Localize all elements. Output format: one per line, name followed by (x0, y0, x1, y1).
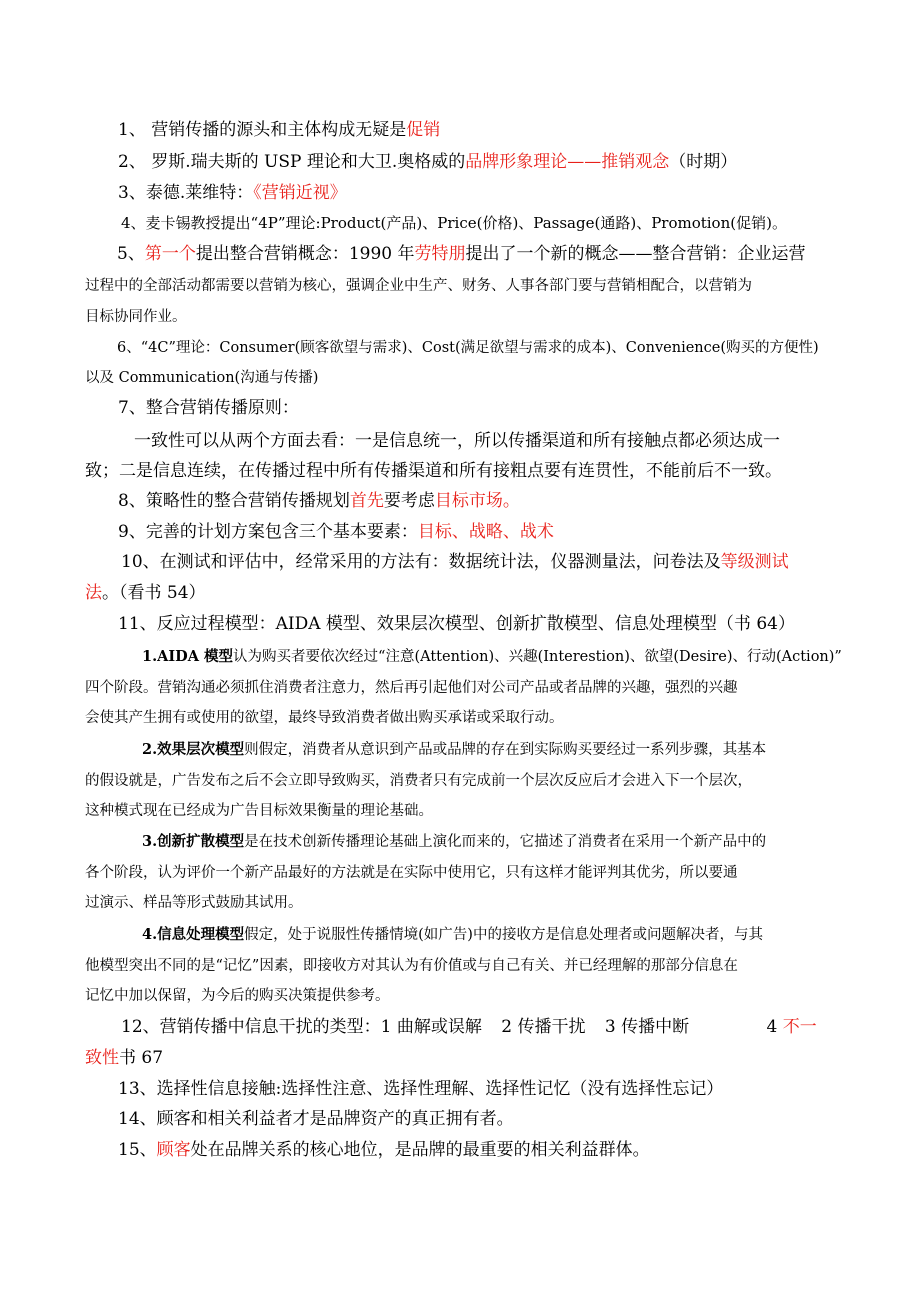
model-diffusion-line-3: 过演示、样品等形式鼓励其试用。 (85, 895, 303, 911)
item-6-line-2: 以及 Communication(沟通与传播) (85, 370, 319, 386)
item-12: 12、营销传播中信息干扰的类型：1 曲解或误解 2 传播干扰 3 传播中断 4 不一 (121, 1017, 817, 1037)
model-info-processing-line-3: 记忆中加以保留，为今后的购买决策提供参考。 (85, 988, 390, 1004)
item-13: 13、选择性信息接触:选择性注意、选择性理解、选择性记忆（没有选择性忘记） (118, 1079, 724, 1099)
model-info-processing-line-2: 他模型突出不同的是“记忆”因素，即接收方对其认为有价值或与自己有关、并已经理解的那部分信息在 (85, 958, 738, 974)
item-12-line-2: 致性书 67 (85, 1048, 164, 1068)
item-10-line-2: 法。（看书 54） (85, 583, 206, 603)
item-7: 7、整合营销传播原则： (118, 398, 299, 418)
model-hierarchy-line-2: 的假设就是，广告发布之后不会立即导致购买，消费者只有完成前一个层次反应后才会进入下一个层次， (85, 773, 752, 789)
item-8: 8、策略性的整合营销传播规划首先要考虑目标市场。 (118, 491, 520, 511)
item-6: 6、“4C”理论：Consumer(顾客欲望与需求)、Cost(满足欲望与需求的成本)、Convenience(购买的方便性) (117, 340, 819, 356)
model-aida-line-2: 四个阶段。营销沟通必须抓住消费者注意力，然后再引起他们对公司产品或者品牌的兴趣，强烈的兴趣 (85, 680, 738, 696)
item-3: 3、泰德.莱维特：《营销近视》 (118, 183, 347, 203)
item-5: 5、第一个提出整合营销概念：1990 年劳特朋提出了一个新的概念——整合营销：企业运营 (117, 244, 806, 264)
item-7-line-1: 一致性可以从两个方面去看：一是信息统一，所以传播渠道和所有接触点都必须达成一 (134, 431, 780, 451)
item-11: 11、反应过程模型：AIDA 模型、效果层次模型、创新扩散模型、信息处理模型（书 64） (118, 614, 795, 634)
model-hierarchy: 2.效果层次模型则假定，消费者从意识到产品或品牌的存在到实际购买要经过一系列步骤，其基本 (142, 741, 767, 758)
model-diffusion-line-2: 各个阶段，认为评价一个新产品最好的方法就是在实际中使用它，只有这样才能评判其优劣，所以要通 (85, 865, 738, 881)
item-14: 14、顾客和相关利益者才是品牌资产的真正拥有者。 (118, 1109, 514, 1129)
model-hierarchy-line-3: 这种模式现在已经成为广告目标效果衡量的理论基础。 (85, 803, 433, 819)
model-diffusion: 3.创新扩散模型是在技术创新传播理论基础上演化而来的，它描述了消费者在采用一个新产品中的 (142, 833, 767, 850)
model-info-processing: 4.信息处理模型假定，处于说服性传播情境(如广告)中的接收方是信息处理者或问题解决者，与其 (142, 926, 763, 943)
item-10: 10、在测试和评估中，经常采用的方法有：数据统计法，仪器测量法，问卷法及等级测试 (121, 552, 789, 572)
item-5-line-2: 过程中的全部活动都需要以营销为核心，强调企业中生产、财务、人事各部门要与营销相配合，以营销为 (85, 278, 752, 294)
item-4: 4、麦卡锡教授提出“4P”理论:Product(产品)、Price(价格)、Passage(通路)、Promotion(促销)。 (121, 214, 787, 232)
item-15: 15、顾客处在品牌关系的核心地位，是品牌的最重要的相关利益群体。 (118, 1140, 650, 1160)
model-aida: 1.AIDA 模型认为购买者要依次经过“注意(Attention)、兴趣(Interestion)、欲望(Desire)、行动(Action)” (142, 648, 842, 665)
item-2: 2、 罗斯.瑞夫斯的 USP 理论和大卫.奥格威的品牌形象理论——推销观念（时期） (118, 152, 738, 172)
item-7-line-2: 致；二是信息连续，在传播过程中所有传播渠道和所有接粗点要有连贯性，不能前后不一致。 (85, 461, 782, 481)
item-1: 1、 营销传播的源头和主体构成无疑是促销 (118, 120, 441, 140)
item-9: 9、完善的计划方案包含三个基本要素：目标、战略、战术 (118, 522, 554, 542)
model-aida-line-3: 会使其产生拥有或使用的欲望，最终导致消费者做出购买承诺或采取行动。 (85, 710, 564, 726)
item-5-line-3: 目标协同作业。 (85, 309, 187, 325)
